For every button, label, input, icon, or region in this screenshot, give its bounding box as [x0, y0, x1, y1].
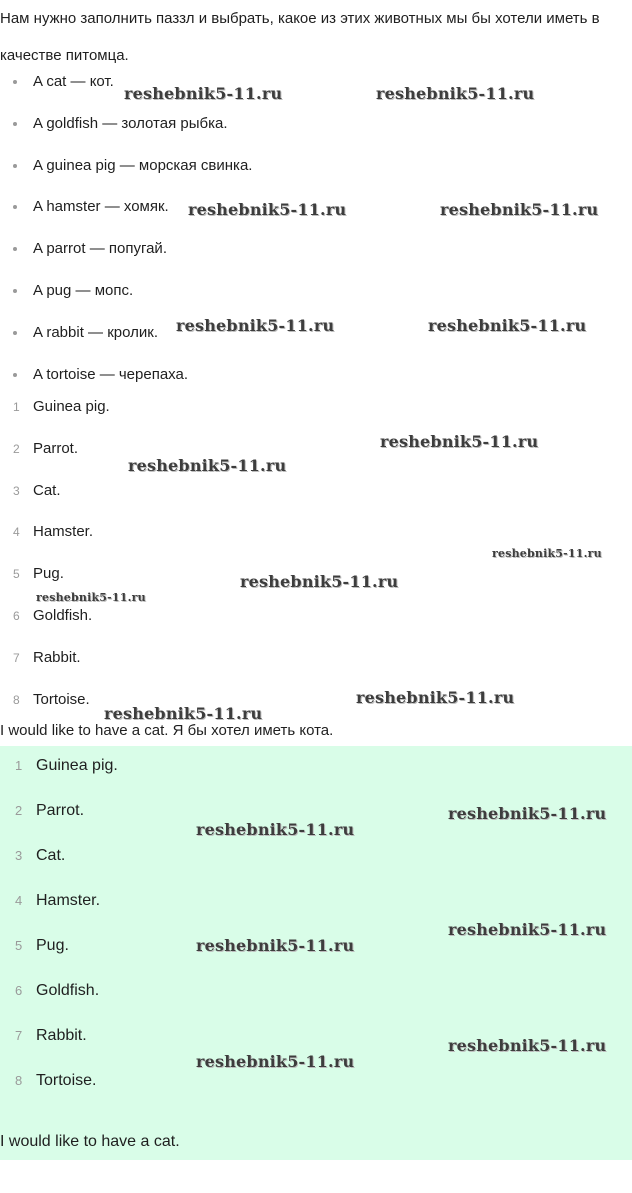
- watermark: reshebnik5-11.ru: [196, 1052, 355, 1071]
- answer-text: Parrot.: [33, 439, 79, 457]
- watermark: reshebnik5-11.ru: [188, 200, 347, 219]
- vocab-text: A tortoise — черепаха.: [33, 365, 189, 383]
- item-number: 6: [15, 983, 23, 998]
- answer-sentence: I would like to have a cat.: [0, 1133, 180, 1150]
- answer-text: Tortoise.: [36, 1072, 97, 1089]
- item-number: 8: [13, 692, 20, 707]
- watermark: reshebnik5-11.ru: [428, 316, 587, 335]
- list-item: [0, 388, 110, 430]
- vocab-text: A hamster — хомяк.: [33, 198, 169, 216]
- bullet-icon: [13, 122, 17, 126]
- item-number: 7: [13, 650, 20, 665]
- list-item: [0, 513, 110, 555]
- answer-text: Parrot.: [36, 802, 85, 819]
- answer-text: Tortoise.: [33, 690, 90, 708]
- answer-list: [0, 388, 110, 722]
- answer-text: Rabbit.: [33, 648, 81, 666]
- list-item: [0, 746, 118, 791]
- watermark: reshebnik5-11.ru: [124, 84, 283, 103]
- list-item: [0, 147, 252, 189]
- watermark: reshebnik5-11.ru: [356, 688, 515, 707]
- answer-text: Guinea pig.: [33, 398, 110, 415]
- list-item: [0, 1016, 118, 1061]
- vocab-text: A rabbit — кролик.: [33, 323, 158, 341]
- vocabulary-list: [0, 63, 252, 397]
- vocab-text: A guinea pig — морская свинка.: [33, 156, 253, 174]
- answer-text: Hamster.: [33, 523, 94, 541]
- answer-text: Guinea pig.: [36, 757, 118, 774]
- list-item: [0, 971, 118, 1016]
- answer-text: Cat.: [36, 847, 66, 864]
- answer-text: Rabbit.: [36, 1027, 87, 1044]
- watermark: reshebnik5-11.ru: [448, 920, 607, 939]
- list-item: [0, 881, 118, 926]
- watermark: reshebnik5-11.ru: [376, 84, 535, 103]
- list-item: [0, 681, 110, 723]
- watermark: reshebnik5-11.ru: [448, 804, 607, 823]
- vocab-text: A cat — кот.: [33, 73, 114, 90]
- watermark: reshebnik5-11.ru: [196, 936, 355, 955]
- watermark: reshebnik5-11.ru: [196, 820, 355, 839]
- item-number: 3: [15, 848, 23, 863]
- item-number: 7: [15, 1028, 23, 1043]
- item-number: 1: [13, 400, 20, 414]
- item-number: 5: [15, 938, 23, 953]
- bullet-icon: [13, 247, 17, 251]
- vocab-text: A parrot — попугай.: [33, 240, 167, 258]
- bullet-icon: [13, 80, 17, 84]
- item-number: 3: [13, 483, 20, 498]
- watermark: reshebnik5-11.ru: [448, 1036, 607, 1055]
- list-item: [0, 836, 118, 881]
- list-item: [0, 1061, 118, 1106]
- watermark: reshebnik5-11.ru: [240, 572, 399, 591]
- watermark: reshebnik5-11.ru: [492, 547, 602, 560]
- vocab-text: A goldfish — золотая рыбка.: [33, 114, 228, 132]
- answer-sentence-translated: I would like to have a cat. Я бы хотел иметь кота.: [0, 722, 334, 739]
- list-item: [0, 639, 110, 681]
- answer-text: Cat.: [33, 481, 61, 499]
- answer-text: Pug.: [33, 565, 64, 583]
- answer-box-list: [0, 746, 118, 1106]
- watermark: reshebnik5-11.ru: [440, 200, 599, 219]
- list-item: [0, 430, 110, 472]
- item-number: 5: [13, 567, 20, 582]
- item-number: 1: [15, 758, 23, 773]
- answer-text: Hamster.: [36, 892, 101, 909]
- item-number: 2: [13, 441, 20, 456]
- list-item: [0, 926, 118, 971]
- item-number: 2: [15, 803, 23, 818]
- watermark: reshebnik5-11.ru: [104, 704, 263, 723]
- item-number: 8: [15, 1073, 23, 1088]
- list-item: [0, 105, 252, 147]
- list-item: [0, 230, 252, 272]
- bullet-icon: [13, 289, 17, 293]
- watermark: reshebnik5-11.ru: [176, 316, 335, 335]
- item-number: 4: [13, 525, 20, 540]
- watermark: reshebnik5-11.ru: [380, 432, 539, 451]
- vocab-text: A pug — мопс.: [33, 281, 134, 299]
- answer-text: Goldfish.: [36, 982, 100, 999]
- bullet-icon: [13, 373, 17, 377]
- item-number: 4: [15, 893, 23, 908]
- list-item: [0, 791, 118, 836]
- bullet-icon: [13, 164, 17, 168]
- list-item: [0, 472, 110, 514]
- intro-text: Нам нужно заполнить паззл и выбрать, какое из этих животных мы бы хотели иметь в качестве питомца.: [0, 10, 600, 64]
- bullet-icon: [13, 205, 17, 209]
- bullet-icon: [13, 331, 17, 335]
- watermark: reshebnik5-11.ru: [36, 591, 146, 604]
- answer-text: Goldfish.: [33, 606, 93, 624]
- watermark: reshebnik5-11.ru: [128, 456, 287, 475]
- answer-text: Pug.: [36, 937, 69, 954]
- list-item: [0, 272, 252, 314]
- item-number: 6: [13, 608, 20, 623]
